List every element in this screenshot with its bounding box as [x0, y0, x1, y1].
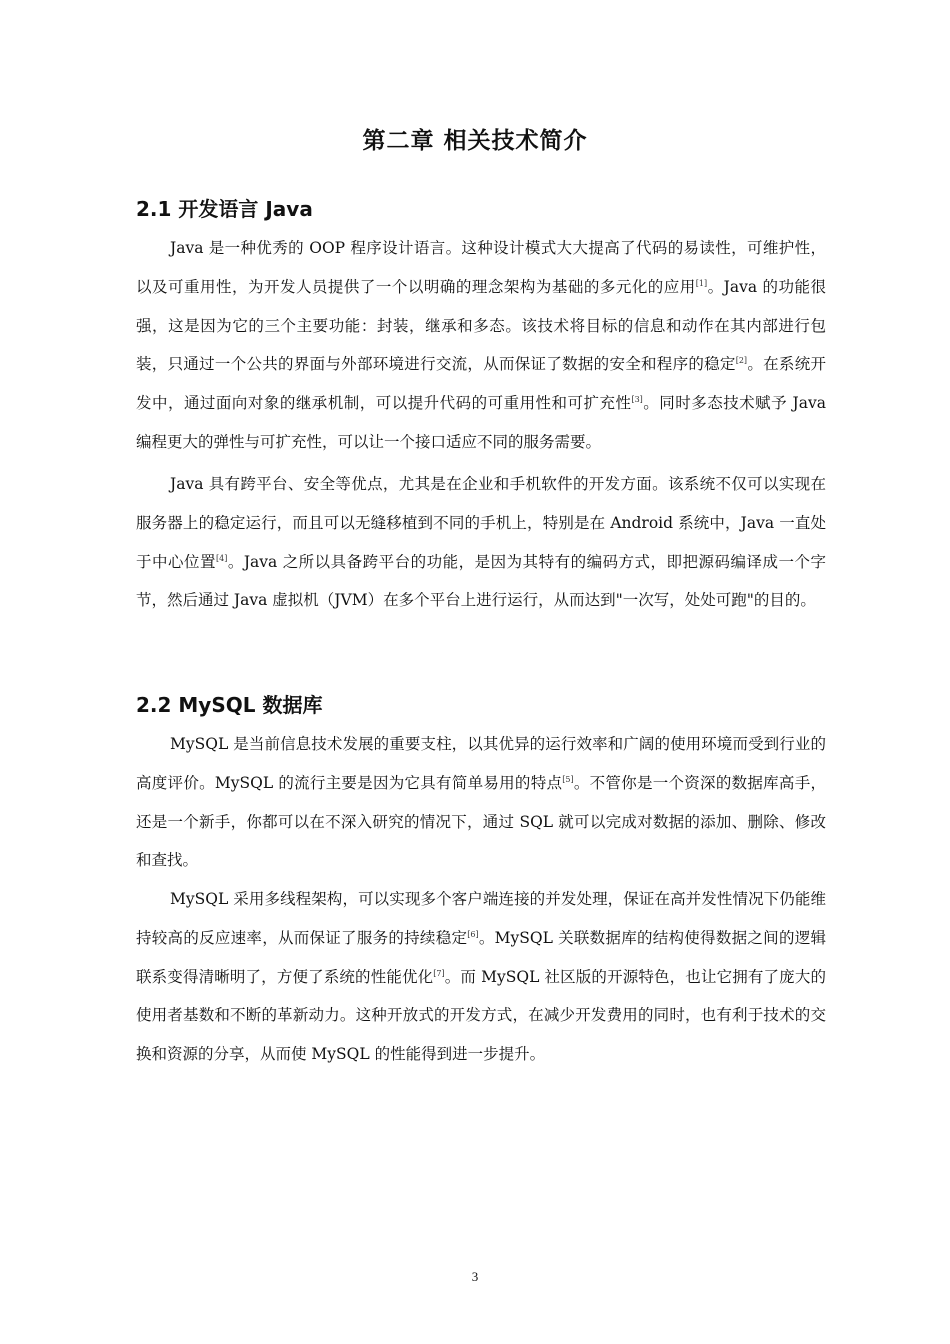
paragraph: [136, 229, 826, 462]
paragraph-text: 。不管你是一个资深的数据库高手，还是一个新手，你都可以在不深入研究的情况下，通过 SQL 就可以完成对数据的添加、删除、修改和查找。: [136, 773, 826, 870]
paragraph-text: 。在系统开发中，通过面向对象的继承机制，可以提升代码的可重用性和可扩充性: [136, 355, 826, 413]
chapter-title: 第二章 相关技术简介: [362, 128, 588, 154]
citation-marker: [1]: [695, 278, 708, 288]
paragraph: [136, 880, 826, 1074]
paragraph-text: 。而 MySQL 社区版的开源特色，也让它拥有了庞大的使用者基数和不断的革新动力。这种开放式的开发方式，在减少开发费用的同时，也有利于技术的交换和资源的分享，从而使 MySQL 的性能得到进一步提升。: [136, 967, 826, 1064]
paragraph-text: Java 具有跨平台、安全等优点，尤其是在企业和手机软件的开发方面。该系统不仅可以实现在服务器上的稳定运行，而且可以无缝移植到不同的手机上，特别是在 Android 系统中，Java 一直处于中心位置: [136, 475, 826, 571]
citation-marker: [3]: [631, 395, 643, 405]
section-title-2-2: 2.2 MySQL 数据库: [136, 693, 323, 717]
paragraph-text: 。Java 的功能很强，这是因为它的三个主要功能：封装，继承和多态。该技术将目标的信息和动作在其内部进行包装，只通过一个公共的界面与外部环境进行交流，从而保证了数据的安全和程序的稳定: [136, 277, 826, 374]
page-number: 3: [471, 1269, 479, 1284]
section-title-2-1: 2.1 开发语言 Java: [136, 197, 313, 221]
paragraph: [136, 465, 826, 620]
citation-marker: [6]: [467, 929, 479, 939]
paragraph-text: MySQL 是当前信息技术发展的重要支柱，以其优异的运行效率和广阔的使用环境而受到行业的高度评价。MySQL 的流行主要是因为它具有简单易用的特点: [136, 735, 826, 792]
citation-marker: [4]: [215, 553, 228, 563]
paragraph-text: 。Java 之所以具备跨平台的功能，是因为其特有的编码方式，即把源码编译成一个字节，然后通过 Java 虚拟机（JVM）在多个平台上进行运行，从而达到"一次写，处处可跑"的目的。: [136, 552, 826, 610]
paragraph-text: Java 是一种优秀的 OOP 程序设计语言。这种设计模式大大提高了代码的易读性，可维护性，以及可重用性，为开发人员提供了一个以明确的理念架构为基础的多元化的应用: [136, 239, 826, 296]
citation-marker: [5]: [562, 774, 574, 784]
paragraph-text: 。MySQL 关联数据库的结构使得数据之间的逻辑联系变得清晰明了，方便了系统的性能优化: [136, 928, 826, 986]
citation-marker: [2]: [735, 356, 748, 366]
paragraph-text: 。同时多态技术赋予 Java 编程更大的弹性与可扩充性，可以让一个接口适应不同的服务需要。: [136, 394, 826, 451]
citation-marker: [7]: [433, 968, 445, 978]
paragraph-text: MySQL 采用多线程架构，可以实现多个客户端连接的并发处理，保证在高并发性情况下仍能维持较高的反应速率，从而保证了服务的持续稳定: [136, 890, 826, 947]
paragraph: [136, 725, 826, 880]
